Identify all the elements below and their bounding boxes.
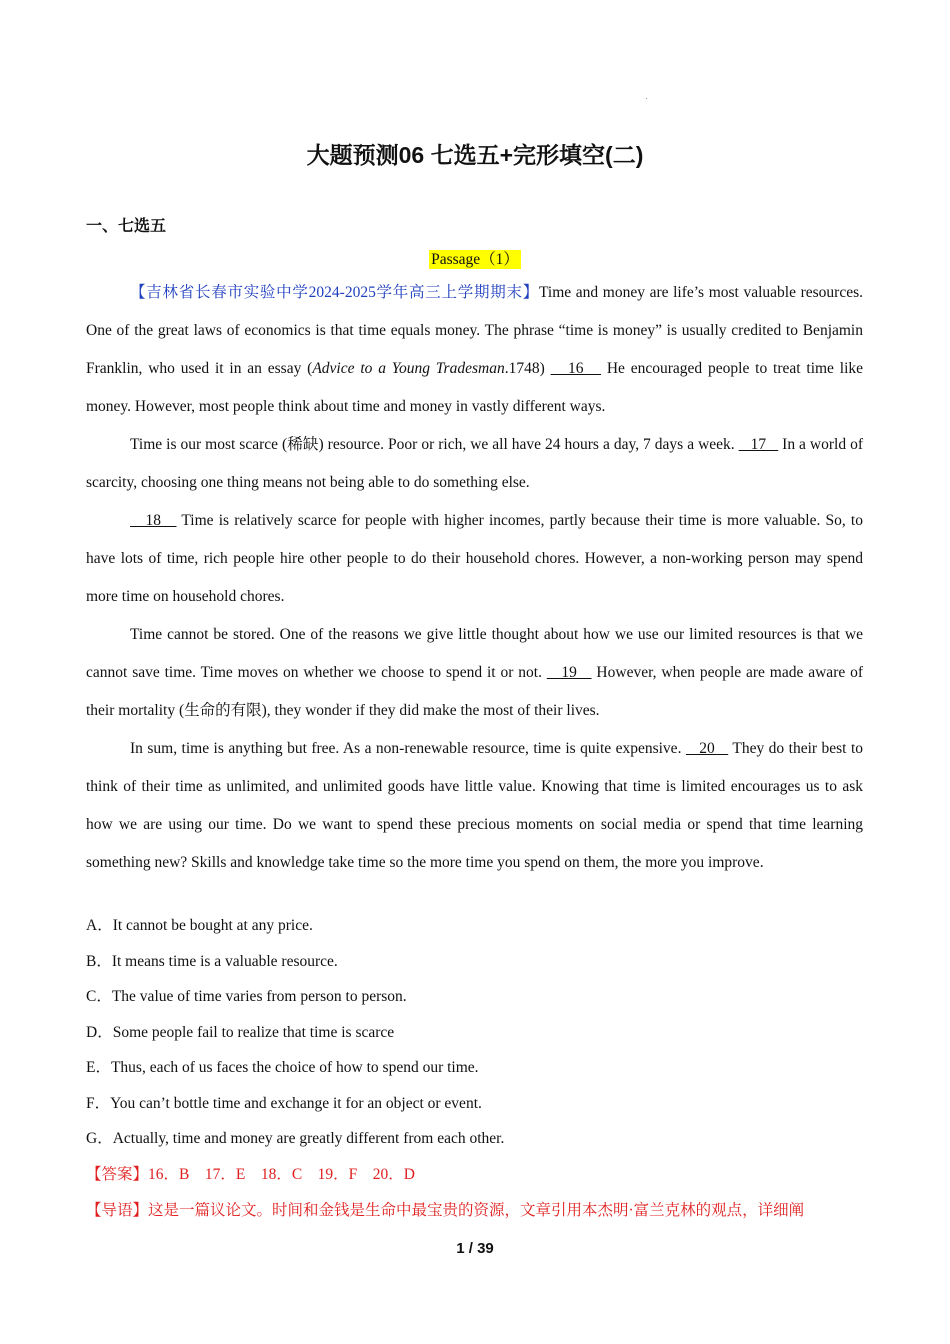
paragraph-text: They do their best to think of their time as unlimited, and unlimited goods have little value. Knowing that time is limited encourages us to ask how we are using our time. Do we want to spend these precious moments on social media or spend that time learning something new? Skills and knowledge take time so the more time you spend on them, the more you improve. — [86, 740, 863, 871]
paragraph-text: In a world of scarcity, choosing one thing means not being able to do something else. — [86, 436, 864, 491]
blank-16: 16 — [550, 360, 602, 377]
source-citation: 【吉林省长春市实验中学2024-2025学年高三上学期期末】 — [130, 284, 539, 301]
page-title: 大题预测06 七选五+完形填空(二) — [306, 142, 644, 169]
page-number: 1 / 39 — [456, 1240, 494, 1257]
paragraph-2 — [86, 426, 863, 502]
passage-label-row — [0, 247, 950, 269]
blank-18: 18 — [130, 512, 177, 529]
paragraph-text: He encouraged people to treat time like money. However, most people think about time and money in vastly different ways. — [86, 360, 864, 415]
option-a: A．It cannot be bought at any price. — [86, 917, 313, 934]
blank-17: 17 — [738, 436, 779, 453]
paragraph-text: Time cannot be stored. One of the reasons we give little thought about how we use our limited resources is that we cannot save time. Time moves on whether we choose to spend it or not. — [86, 626, 863, 681]
answer-line — [86, 1157, 415, 1192]
guide-line — [86, 1193, 863, 1228]
decorative-dot — [646, 98, 647, 99]
blank-19: 19 — [546, 664, 592, 681]
guide-text: 这是一篇议论文。时间和金钱是生命中最宝贵的资源，文章引用本杰明·富兰克林的观点，详细阐 — [148, 1202, 805, 1219]
passage-label: Passage（1） — [431, 251, 519, 268]
paragraph-text: Time and money are life’s most valuable resources. One of the great laws of economics is that time equals money. The phrase “time is money” is usually credited to Benjamin Franklin, who used it in an essay ( — [86, 284, 863, 377]
option-g: G．Actually, time and money are greatly different from each other. — [86, 1130, 505, 1147]
section-heading: 一、七选五 — [86, 218, 167, 235]
essay-title: Advice to a Young Tradesman — [312, 360, 505, 377]
option-d: D．Some people fail to realize that time is scarce — [86, 1023, 395, 1041]
option-e: E．Thus, each of us faces the choice of how to spend our time. — [86, 1059, 479, 1076]
option-b: B．It means time is a valuable resource. — [86, 952, 338, 970]
answer-text: 16．B 17．E 18．C 19．F 20．D — [148, 1166, 415, 1183]
paragraph-3 — [86, 502, 863, 616]
paragraph-1 — [86, 274, 863, 426]
option-f: F．You can’t bottle time and exchange it for an object or event. — [86, 1094, 482, 1112]
paragraph-5 — [86, 730, 863, 882]
paragraph-text: Time is our most scarce (稀缺) resource. Poor or rich, we all have 24 hours a day, 7 days a week. — [130, 436, 739, 453]
paragraph-4 — [86, 616, 863, 730]
blank-20: 20 — [685, 740, 729, 757]
option-c: C．The value of time varies from person to person. — [86, 988, 407, 1005]
passage-body — [86, 274, 863, 882]
paragraph-text: However, when people are made aware of their mortality (生命的有限), they wonder if they did make the most of their lives. — [86, 664, 864, 719]
answer-label: 【答案】 — [86, 1166, 149, 1183]
option-list — [86, 908, 863, 1157]
paragraph-text: In sum, time is anything but free. As a non-renewable resource, time is quite expensive. — [130, 740, 686, 757]
guide-label: 【导语】 — [86, 1202, 149, 1219]
paragraph-text: .1748) — [504, 360, 551, 377]
paragraph-text: Time is relatively scarce for people with higher incomes, partly because their time is more valuable. So, to have lots of time, rich people hire other people to do their household chores. However, a non-working person may spend more time on household chores. — [86, 512, 863, 605]
